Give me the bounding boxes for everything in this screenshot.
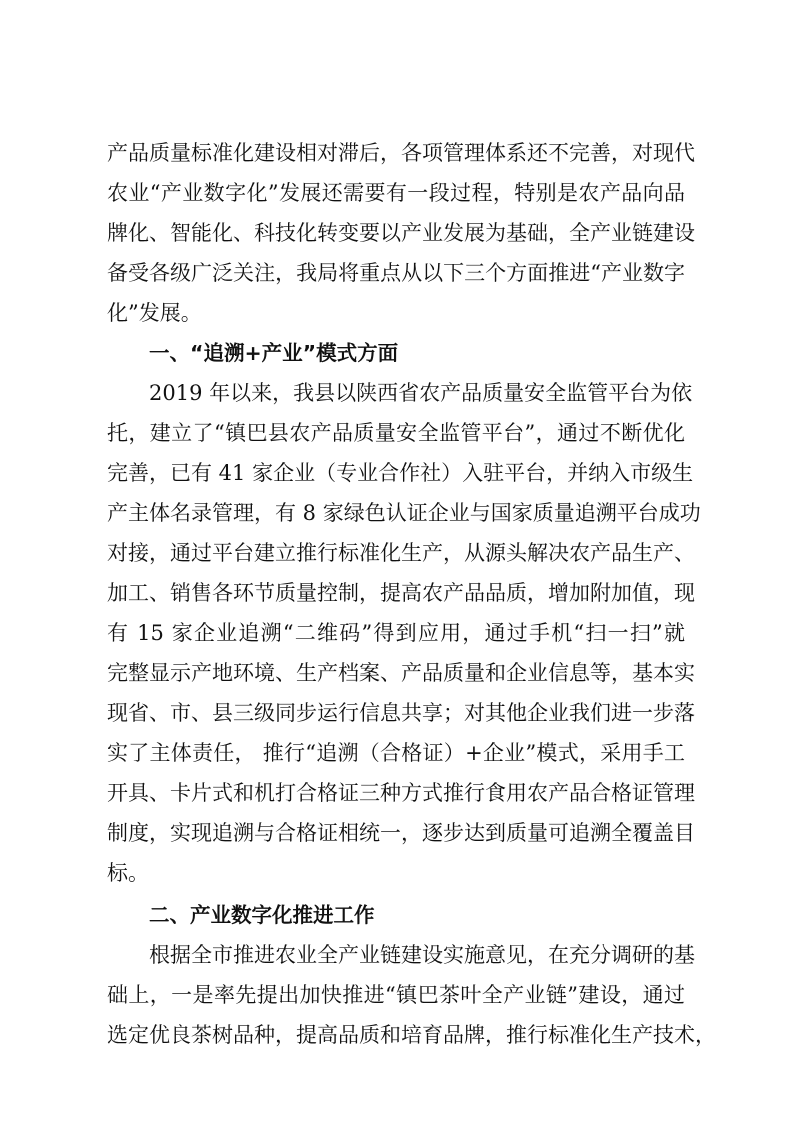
paragraph-line: 产品质量标准化建设相对滞后，各项管理体系还不完善，对现代 [107,141,695,165]
section1-line: 标。 [107,861,149,885]
section1-line: 实了主体责任， 推行“追溯（合格证）+企业”模式，采用手工 [107,741,685,765]
section1-line: 托，建立了“镇巴县农产品质量安全监管平台”，通过不断优化 [107,421,685,445]
section1-line: 完善，已有 41 家企业（专业合作社）入驻平台，并纳入市级生 [107,461,694,485]
section1-line: 有 15 家企业追溯“二维码”得到应用，通过手机“扫一扫”就 [107,621,685,645]
section-heading-2: 二、产业数字化推进工作 [149,903,375,927]
section1-line: 产主体名录管理，有 8 家绿色认证企业与国家质量追溯平台成功 [107,501,701,525]
section1-line: 加工、销售各环节质量控制，提高农产品品质，增加附加值，现 [107,581,695,605]
section2-line: 础上，一是率先提出加快推进“镇巴茶叶全产业链”建设，通过 [107,983,685,1007]
section1-line: 开具、卡片式和机打合格证三种方式推行食用农产品合格证管理 [107,781,695,805]
paragraph-line: 化”发展。 [107,301,202,325]
paragraph-line: 牌化、智能化、科技化转变要以产业发展为基础，全产业链建设 [107,221,695,245]
paragraph-line: 农业“产业数字化”发展还需要有一段过程，特别是农产品向品 [107,181,685,205]
paragraph-line: 备受各级广泛关注，我局将重点从以下三个方面推进“产业数字 [107,261,685,285]
section2-line: 根据全市推进农业全产业链建设实施意见，在充分调研的基 [149,943,695,967]
section2-line: 选定优良茶树品种，提高品质和培育品牌，推行标准化生产技术， [107,1023,716,1047]
section1-line: 制度，实现追溯与合格证相统一，逐步达到质量可追溯全覆盖目 [107,821,695,845]
section1-line: 现省、市、县三级同步运行信息共享；对其他企业我们进一步落 [107,701,695,725]
section-heading-1: 一、“追溯+产业”模式方面 [149,341,399,365]
section1-line: 完整显示产地环境、生产档案、产品质量和企业信息等，基本实 [107,661,695,685]
section1-line: 对接，通过平台建立推行标准化生产，从源头解决农产品生产、 [107,541,695,565]
section1-line: 2019 年以来，我县以陕西省农产品质量安全监管平台为依 [149,381,693,405]
